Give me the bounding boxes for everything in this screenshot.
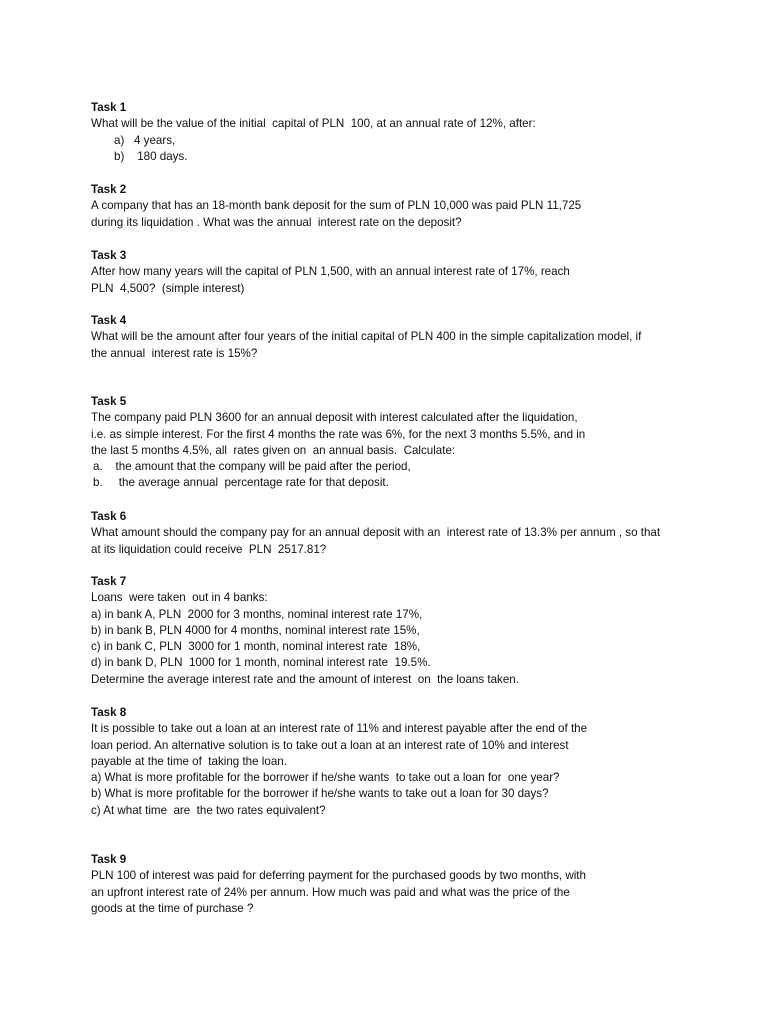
task-text-line: The company paid PLN 3600 for an annual deposit with interest calculated after the liquidation, bbox=[91, 411, 578, 425]
task-text-line: at its liquidation could receive PLN 2517.81? bbox=[91, 542, 327, 556]
task-1 bbox=[91, 100, 751, 165]
task-text-line: What amount should the company pay for an annual deposit with an interest rate of 13.3% per annum , so that bbox=[91, 526, 661, 540]
task-title: Task 7 bbox=[91, 575, 127, 588]
task-text-line: an upfront interest rate of 24% per annum. How much was paid and what was the price of the bbox=[91, 885, 570, 899]
list-item: c) At what time are the two rates equivalent? bbox=[91, 803, 326, 817]
task-2 bbox=[91, 182, 751, 231]
task-text-line: payable at the time of taking the loan. bbox=[91, 754, 287, 768]
task-8 bbox=[91, 705, 751, 819]
task-text-line: PLN 100 of interest was paid for deferring payment for the purchased goods by two months, with bbox=[91, 869, 586, 883]
task-text-line: Determine the average interest rate and the amount of interest on the loans taken. bbox=[91, 672, 519, 686]
task-3 bbox=[91, 248, 751, 297]
task-text-line: i.e. as simple interest. For the first 4 months the rate was 6%, for the next 3 months 5.5%, and in bbox=[91, 427, 586, 441]
list-item: c) in bank C, PLN 3000 for 1 month, nominal interest rate 18%, bbox=[91, 640, 421, 654]
task-title: Task 4 bbox=[91, 314, 127, 327]
task-text-line: What will be the amount after four years of the initial capital of PLN 400 in the simple capitalization model, if bbox=[91, 330, 642, 344]
task-text-line: goods at the time of purchase ? bbox=[91, 901, 254, 915]
list-item: b. the average annual percentage rate for that deposit. bbox=[93, 476, 389, 490]
task-6 bbox=[91, 509, 751, 558]
task-7 bbox=[91, 574, 751, 688]
task-text-line: A company that has an 18-month bank deposit for the sum of PLN 10,000 was paid PLN 11,725 bbox=[91, 199, 582, 213]
task-title: Task 1 bbox=[91, 101, 127, 114]
task-text-line: Loans were taken out in 4 banks: bbox=[91, 591, 268, 605]
task-5 bbox=[91, 394, 751, 492]
task-text-line: After how many years will the capital of PLN 1,500, with an annual interest rate of 17%, reach bbox=[91, 265, 570, 279]
task-text-line: the last 5 months 4.5%, all rates given on an annual basis. Calculate: bbox=[91, 443, 456, 457]
task-title: Task 2 bbox=[91, 183, 127, 196]
task-text-line: What will be the value of the initial capital of PLN 100, at an annual rate of 12%, after: bbox=[91, 117, 536, 131]
task-text-line: the annual interest rate is 15%? bbox=[91, 346, 258, 360]
task-9 bbox=[91, 852, 751, 917]
list-item: a) 4 years, bbox=[114, 133, 176, 147]
list-item: a) in bank A, PLN 2000 for 3 months, nominal interest rate 17%, bbox=[91, 607, 423, 621]
list-item: a) What is more profitable for the borrower if he/she wants to take out a loan for one year? bbox=[91, 771, 560, 785]
task-text-line: PLN 4,500? (simple interest) bbox=[91, 281, 245, 295]
task-title: Task 8 bbox=[91, 706, 127, 719]
list-item: b) What is more profitable for the borrower if he/she wants to take out a loan for 30 days? bbox=[91, 787, 549, 801]
task-text-line: loan period. An alternative solution is to take out a loan at an interest rate of 10% and interest bbox=[91, 738, 569, 752]
list-item: b) in bank B, PLN 4000 for 4 months, nominal interest rate 15%, bbox=[91, 623, 420, 637]
task-title: Task 9 bbox=[91, 853, 127, 866]
list-item: a. the amount that the company will be paid after the period, bbox=[93, 460, 411, 474]
list-item: b) 180 days. bbox=[114, 149, 188, 163]
task-4 bbox=[91, 313, 751, 362]
task-text-line: It is possible to take out a loan at an interest rate of 11% and interest payable after the end of the bbox=[91, 722, 588, 736]
task-text-line: during its liquidation . What was the annual interest rate on the deposit? bbox=[91, 215, 462, 229]
task-title: Task 6 bbox=[91, 510, 127, 523]
task-title: Task 3 bbox=[91, 249, 127, 262]
task-title: Task 5 bbox=[91, 395, 127, 408]
list-item: d) in bank D, PLN 1000 for 1 month, nominal interest rate 19.5%. bbox=[91, 656, 431, 670]
